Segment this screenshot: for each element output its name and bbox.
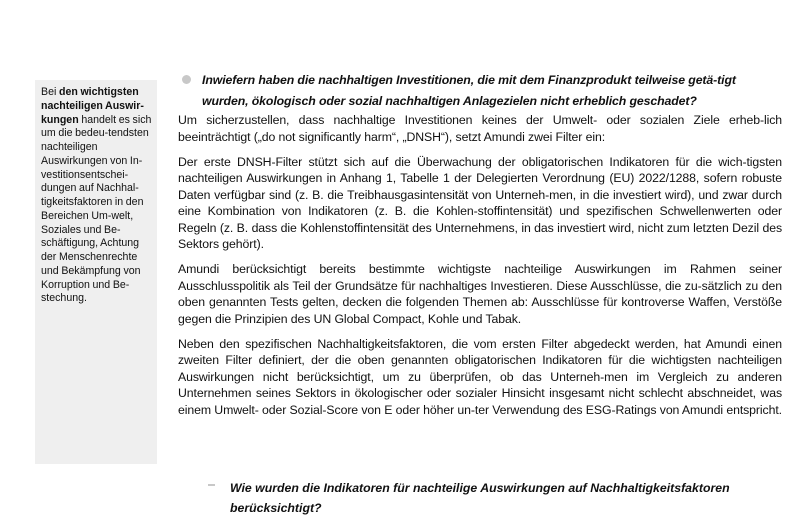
sidebar-rest: handelt es sich um die bedeu-tendsten nachteiligen Auswirkungen von In-vestitionsentschei-dungen auf Nachhal-tigkeitsfaktoren in den Bereichen Um-welt, Soziales und Be-schäftigung, Achtung der Menschenrechte und Bekämpfung von Korruption und Be-stechung.	[41, 113, 152, 305]
paragraph-exclusions: Amundi berücksichtigt bereits bestimmte wichtigste nachteilige Auswirkungen im Rahmen seiner Ausschlusspolitik als Teil der Grundsätze für nachhaltiges Investieren. Diese Ausschlüsse, die zu-sätzlich zu den oben genannten Tests gelten, decken die folgenden Themen ab: Ausschlüsse für kontroverse Waffen, Verstöße gegen die Prinzipien des UN Global Compact, Kohle und Tabak.	[178, 262, 782, 326]
question-2-text: Wie wurden die Indikatoren für nachteilige Auswirkungen auf Nachhaltigkeitsfaktoren berücksichtigt?	[230, 481, 730, 515]
paragraph-second-filter: Neben den spezifischen Nachhaltigkeitsfaktoren, die vom ersten Filter abgedeckt werden, hat Amundi einen zweiten Filter definiert, der die oben genannten obligatorischen Indikatoren für die wichtigsten nachteiligen Auswirkungen nicht berücksichtigt, um zu überprüfen, ob das Unterneh-men im Vergleich zu anderen Unternehmen seines Sektors in ökologischer oder sozialer Hinsicht insgesamt nicht schlecht abschneidet, was einem Umwelt- oder Sozial-Score von E oder höher un-ter Verwendung des ESG-Ratings von Amundi entspricht.	[178, 336, 782, 417]
paragraph-intro: Um sicherzustellen, dass nachhaltige Investitionen keines der Umwelt- oder sozialen Ziele erheb-lich beeinträchtigt („do not significantly harm“, „DNSH“), setzt Amundi zwei Filter ein:	[178, 113, 782, 144]
question-2	[208, 478, 768, 518]
bullet-dot-icon	[182, 75, 191, 84]
dash-bullet-icon	[208, 484, 215, 486]
sidebar-prefix: Bei	[41, 86, 59, 98]
sidebar-bold-term: den wichtigsten nachteiligen Auswir-kungen	[41, 86, 144, 126]
question-1-text: Inwiefern haben die nachhaltigen Investitionen, die mit dem Finanzprodukt teilweise getä-tigt wurden, ökologisch oder sozial nachhaltigen Anlagezielen nicht erheblich geschadet?	[202, 73, 736, 108]
sidebar-note-text	[41, 86, 153, 306]
paragraph-first-filter: Der erste DNSH-Filter stützt sich auf die Überwachung der obligatorischen Indikatoren für die wich-tigsten nachteiligen Auswirkungen in Anhang 1, Tabelle 1 der Delegierten Verordnung (EU) 2022/1288, sofern robuste Daten verfügbar sind (z. B. die Treibhausgasintensität von Unterneh-men, in die investiert wird), und zwar durch eine Kombination von Indikatoren (z. B. die Kohlen-stoffintensität) und spezifischen Schwellenwerten oder Regeln (z. B. dass die Kohlenstoffintensität des Unternehmens, in das investiert wird, nicht zum letzten Dezil des Sektors gehört).	[178, 154, 782, 251]
sidebar-note	[35, 80, 157, 464]
question-1	[178, 70, 782, 112]
main-content	[178, 70, 782, 427]
question-2-block	[208, 478, 768, 518]
